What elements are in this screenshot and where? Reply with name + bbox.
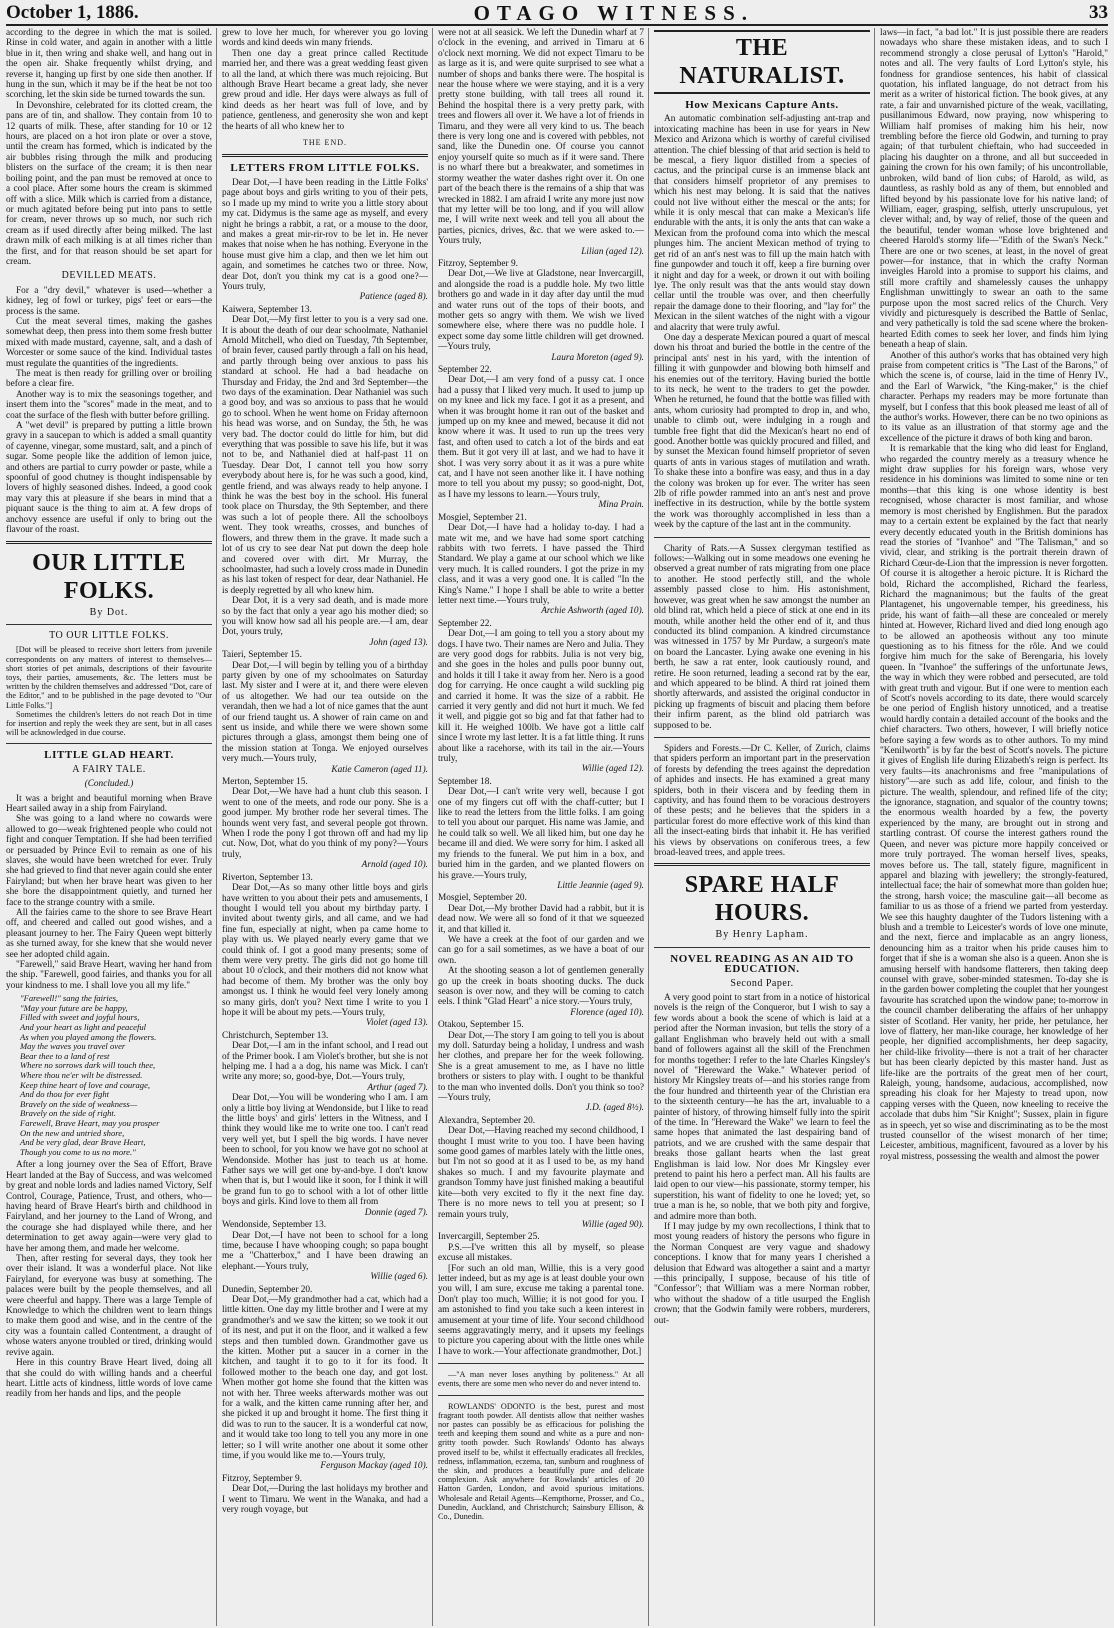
poem-line: "Farewell!" sang the fairies, — [20, 993, 119, 1004]
paragraph: according to the degree in which the mat is soiled. Rinse in cold water, and again in another with a little blue in it, then wring and shake well, and hang out in the open air. Shake frequently whilst drying, and reverse it, hanging up first by one side then another. If hung in the sun, which it may be if the heat be not too scorching, let the skin side be turned towards the sun. — [6, 28, 212, 101]
letter-dateline: September 22. — [438, 365, 492, 375]
story-title: LITTLE GLAD HEART. — [44, 749, 174, 762]
poem-line: On the new and untried shore, — [20, 1127, 125, 1138]
letter: were not at all seasick. We left the Dunedin wharf at 7 o'clock in the evening, and arrived in Timaru at 6 o'clock next morning. We did not expect Timaru to be as large as it is, and were quite surprised to see what a number of shops and banks there were. The hospital is near the house where we were staying, and it is a very pretty stone building, with tall trees all round it. Behind the hospital there is a very pretty park, with trees and flowers all over it. We have a lot of friends in Timaru, and they were all very kind to us. The beach there is very long one and is covered with pebbles, not sand, like the Dunedin one. Of course you cannot enjoy yourself quite so much as if it were sand. There is no wharf there but a breakwater, and sometimes in stormy weather the water dashes right over it. On one part of the beach there is the remains of a ship that was wrecked in 1882. I am afraid I write any more just now that my letter will be too long, and if you will allow me, I will write next week and tell you all about the parties, picnics, drives, &c. that we were asked to.—Yours truly, — [438, 28, 644, 247]
column-rule — [874, 28, 875, 1626]
paragraph: Another of this author's works that has obtained very high praise from competent critics is "The Last of the Barons," of which the scene is, of course, laid in the time of Henry IV., and the Earl of Warwick, "the King-maker," is the chief character. Perhaps my readers may be more fortunate than myself, but I confess that this book pleased me least of all of the author's works. However, there can be no two opinions as to its value as an illustration of that stormy age and the excellence of the picture it draws of both king and baron. — [880, 350, 1108, 444]
letter-signature: Patience (aged 8). — [359, 292, 428, 303]
letter-signature: Florence (aged 10). — [570, 1007, 644, 1018]
letter: We have a creek at the foot of our garden and we can go for a sail sometimes, as we have a boat of our own. — [438, 934, 644, 966]
letter: Dear Dot,—The story I am going to tell you is about my doll. Saturday being a holiday, I undress and wash her clothes, and prepare her for the week following. She is a great amusement to me, as I have no little brothers or sisters to play with. I ought to be thankful to the man who invented dolls. Don't you think so too?—Yours truly, — [438, 1030, 644, 1104]
letter-signature: Mina Prain. — [598, 500, 644, 511]
letters-heading: LETTERS FROM LITTLE FOLKS. — [230, 162, 420, 175]
letter: Dear Dot,—I can't write very well, because I got one of my fingers cut off with the chaff-cutter; but I like to read the letters from the little folks. I am going to tell you about our parquet. His name was Jamie, and he could talk so well. We all liked him, but one day he became ill and died. We were sorry for him. I asked all my friends to the funeral. We put him in a box, and buried him in the garden, and we planted flowers on his grave.—Yours truly, — [438, 787, 644, 881]
poem-line: And do thou for ever fight — [20, 1089, 110, 1100]
issue-date: October 1, 1886. — [6, 2, 139, 23]
letter-dateline: Invercargill, September 25. — [438, 1232, 540, 1243]
poem-line: Bravely on the side of right. — [20, 1108, 116, 1119]
divider — [6, 624, 212, 625]
paragraph: Another way is to mix the seasonings together, and insert them into the "scores" made in the meat, and to coat the surface of the flesh with butter before grilling. — [6, 389, 212, 421]
letter: Dear Dot,—I have been reading in the Little Folks' page about boys and girls writing to you of their pets, so I made up my mind to write you a little story about my cat. Didymus is the same age as myself, and every night he brings a rabbit, a rat, or a mouse to the door, and makes a great mir-rir-rov to be let in. He never makes that noise when he has nothing. Everyone in the house must give him a clap, and then we let him out again, and sometimes he catches two or three. Now, dear Dot, don't you think my cat is a good one?—Yours truly, — [222, 177, 428, 292]
paragraph: Cut the meat several times, making the gashes somewhat deep, then press into them some fresh butter mixed with made mustard, cayenne, salt, and a dash of Worcester or some sauce of the kind. Individual tastes must regulate the quantities of the ingredients. — [6, 316, 212, 369]
letter: Dear Dot,—You will be wondering who I am. I am only a little boy living at Wendonside, but I like to read the little boys' and girls' letters in the Witness, and I think they would like me to write one too. I can't read very well yet, but I spell the big words. I have never been to school, for you know we have got no school at Wendonside. Mother has just to teach us at home. Father says we will get one by-and-bye. I don't know when that is, but I would like it soon, for I think it will be grand fun to go to school with a lot of other little boys and girls. Kind love to them all from — [222, 1093, 428, 1208]
divider — [654, 537, 870, 538]
poem-line: And your heart as light and peaceful — [20, 1022, 147, 1033]
letter-signature: Violet (aged 13). — [365, 1018, 428, 1029]
letter: Dear Dot, it is a very sad death, and is made more so by the fact that only a year ago his mother died; so you will know how sad all his people are.—I am, dear Dot, yours truly, — [222, 596, 428, 638]
poem-line: And be very glad, dear Brave Heart, — [20, 1137, 146, 1148]
column-3 — [438, 28, 644, 1626]
letter-signature: J.D. (aged 8½). — [585, 1103, 644, 1114]
letter: Dear Dot,—During the last holidays my brother and I went to Timaru. We went in the Wanaka, and had a very rough voyage, but — [222, 1484, 428, 1516]
letter: Dear Dot,—As so many other little boys and girls have written to you about their pets and amusements, I thought I would tell you about my birthday party. I invited about twenty girls, and all came, and we had fine fun, especially at night, when pa came home to play with us. We played nearly every game that we could think of. I got a good many presents; some of them were very pretty. The girls did not go home till about 10 o'clock, and their mothers did not know what had become of them. My brother was the only boy amongst us. I think he would feel very lonely among so many girls, don't you? Next time I write to you I hope it will be about my pets.—Yours truly, — [222, 883, 428, 1018]
paragraph: Here in this country Brave Heart lived, doing all that she could do with willing hands and a cheerful heart. Little acts of kindness, little words of love came readily from her hands and lips, and the people — [6, 1358, 212, 1400]
paragraph: Then one day a great prince called Rectitude married her, and there was a great wedding feast given to all the land, at which there was much rejoicing. But although Brave Heart became a great lady, she never grew proud and idle. Her days were always as full of kind deeds as her heart was full of love, and by patience, gentleness, and generosity she won and kept the hearts of all who knew her to — [222, 48, 428, 132]
letter-dateline: Riverton, September 13. — [222, 872, 313, 883]
letter-signature: Ferguson Mackay (aged 10). — [320, 1461, 428, 1472]
poem-line: "May your future are be happy, — [20, 1002, 128, 1013]
letter-dateline: Kaiwera, September 13. — [222, 304, 312, 315]
filler-note: —"A man never loses anything by politeness." At all events, there are some men who never do and never intend to. — [438, 1370, 644, 1389]
page-number: 33 — [1089, 2, 1108, 23]
section-heading: DEVILLED MEATS. — [61, 270, 157, 282]
byline: By Dot. — [89, 606, 129, 618]
poem — [20, 994, 212, 1157]
section-title-naturalist: THE NATURALIST. — [654, 30, 870, 94]
column-4 — [654, 28, 870, 1626]
advertisement: ROWLANDS' ODONTO is the best, purest and most fragrant tooth powder. All dentists allow that neither washes nor pastes can possibly be as efficacious for polishing the teeth and keeping them sound and white as a pure and non-gritty tooth powder. Such Rowlands' Odonto has always proved itself to be, whilst it effectually eradicates all freckles, redness, inflammation, eczema, tan, sunburn and roughness of the skin, and produces a beautifully pure and delicate complexion. Ask anywhere for Rowlands' articles of 20 Hatton Garden, London, and avoid spurious imitations. Wholesale and Retail Agents—Kempthorne, Prosser, and Co., Dunedin, Auckland, and Christchurch; Sainsbury Ellison, & Co., Dunedin. — [438, 1401, 644, 1522]
column-5 — [880, 28, 1108, 1626]
letter: Dear Dot,—We live at Gladstone, near Invercargill, and alongside the road is a puddle hole. My two little brothers go and wade in it day after day until the mud and water runs out of the tops of their boots, and mother gets so angry with them. We wish we lived somewhere else, where there was no puddle hole. I expect some day some little children will get drowned.—Yours truly, — [438, 269, 644, 353]
column-2 — [222, 28, 428, 1626]
poem-line: May the waves you travel over — [20, 1041, 126, 1052]
letter: Dear Dot,—I have had a holiday to-day. I had a mate wit me, and we have had some sport catching rabbits with two ferrets. I have passed the Third Standard. We play a game at our school which we like very much. It is called rounders. I got the prize in my class, and it was a very good one. It is called "In the King's Name." I hope I shall be able to write a better letter next time.—Yours truly, — [438, 523, 644, 606]
article-subtitle: Second Paper. — [730, 977, 794, 989]
letter-dateline: Taieri, September 15. — [222, 650, 302, 661]
letter: Dear Dot,—Having reached my second childhood, I thought I must write to you too. I have been having some good games of marbles lately with the little ones, but I'm not so good at it as I used to be, as my hand shakes so much. I and my favourite playmate and grandson Tommy have just finished making a beautiful kite—both very excited to fly it the next fine day. There is no more news to tell you at present; so I remain yours truly, — [438, 1126, 644, 1220]
paragraph: Charity of Rats.—A Sussex clergyman testified as follows:—Walking out in some meadows one evening he observed a great number of rats migrating from one place to another. He stood perfectly still, and the whole assembly passed close to him. His astonishment, however, was great when he saw amongst the number an old blind rat, which held a piece of stick at one end in its mouth, while another held the other end of it, and thus conducted its blind companion. A kindred circumstance was witnessed in 1757 by Mr Purdaw, a surgeon's mate on board the Lancaster. Lying awake one evening in his berth, he saw a rat enter, look cautiously round, and retire. He soon returned, leading a second rat by the ear, and which appeared to be blind. A third rat joined them shortly afterwards, and assisted the original conductor in picking up fragments of biscuit and placing them before their infirm parent, as the blind old patriarch was supposed to be. — [654, 543, 870, 731]
divider — [438, 1395, 644, 1396]
letter: Dear Dot,—I will begin by telling you of a birthday party given by one of my schoolmates on Saturday last. My sister and I were at it, and there were eleven of us altogether. We had our tea outside on the verandah, then we had a lot of nice games that the aunt of our friend taught us. A shower of rain came on and sent us inside, and while there we were shown some pictures through a glass, amongst them being one of the mission station at Tonga. We enjoyed ourselves very much.—Yours truly, — [222, 660, 428, 765]
paragraph: After a long journey over the Sea of Effort, Brave Heart landed at the Bay of Success, and was welcomed by great and noble lords and ladies named Victory, Self Control, Courage, Patience, Trust, and others, who—having heard of Brave Heart's birth and childhood in Fairyland, and her journey to the Land of Wrong, and the courage she had displayed while there, and her determination to get away again—were very glad to have her among them, and made her welcome. — [6, 1160, 212, 1254]
paragraph: It is remarkable that the king who did least for England, who regarded the country merely as a treasury whence he might draw supplies for his foreign wars, whose very residence in his dominions was limited to some nine or ten months—that this king is one whose identity is best recognised, whose character is most familiar, and whose memory is most cherished by Englishmen. But the paradox may to a certain extent be explained by the fact that nearly every decently educated youth in the British dominions has read the stories of "Ivanhoe" and "The Talisman," and so vivid, clear, and striking is the portrait therein drawn of Richard Cœur-de-Lion that the impression is never forgotten. Of course it is altogether a heroic picture. It is Richard the bold, Richard the accomplished, Richard the fearless, Richard the magnanimous; but the faults of the great Plantagenet, his ungovernable temper, his greediness, his pride, his want of faith—all these are concealed or merely hinted at. However, Richard lived and died long enough ago to be allowed an apotheosis without any too minute questioning as to his fitness for the rôle. And we could forgive him much for the sake of Berengaria, his lovely queen. In "Ivanhoe" the sufferings of the unfortunate Jews, the way in which they were robbed and persecuted, are told with great truth and vigour. But if one were to mention each of Scott's novels according to its date, there would scarcely be one period of English history unnoticed, and a treatise would hardly contain a detailed account of the books and the chief characters. Two others, however, I will briefly notice before saying a few words as to other authors. To my mind "Kenilworth" is by far the best of Scott's novels. The picture it gives of English life during Elizabeth's reign is perfect. Its very faults—its anachronisms and free "manipulations of history"—are such as add life, colour, and finish to the picture. The wealth, splendour, and refined life of the city; the ignorance, stagnation, and squalor of the country towns; the enormous wealth hoarded by a few, the poverty experienced by the many, are brought out in strong and startling contrast. Of course the interest gathers round the Queen, and never was picture more happily conceived or more truly portrayed. The woman herself lives, speaks, moves before us. The tall, stately figure, magnificent in apparel and blazing with jewellery; the strongly-featured, intellectual face; the hair of somewhat more than golden hue; the strong, harsh voice; the masculine gait—all become as familiar to us as those of a friend we parted from yesterday. We see this haughty daughter of the Tudors listening with a blush and a tremble to Leicester's words of love one minute, and the next, fierce and implacable as an angry lioness, denouncing him as a traitor when his pride causes him to forget that if she is a woman she also is a queen. Anon she is amusing herself with handsome flatterers, then taking deep counsel with grave, sober-minded statesmen. To-day she is in the garden bower completing the couplet that her youngest favourite has scratched upon the window pane; to-morrow in the council chamber deliberating the affairs of her unhappy sister of Scotland. Her vanity, her pride, her petulance, her love of flattery, her man-like courage, her knowledge of her people, her dignified accomplishments, her deep sagacity, her child-like frivolity—there is not a trait of her character but has been clearly depicted by this master hand. Just as life-like are the portraits of the great men of her court, Raleigh, young, handsome, audacious, accomplished, now spreading his cloak for her Majesty to tread upon, now capping verses with the Queen, now kneeling to receive the accolade that dubs him "Sir Knight"; Sussex, plain in figure as in speech, yet so wise and discriminating as to be the most trusted counsellor of the wisest monarch of her time; Leicester, ambitious, magnificent, favoured as a lover by his royal mistress, possessing the wealth and almost the power — [880, 444, 1108, 1162]
article-title: NOVEL READING AS AN AID TO EDUCATION. — [670, 952, 854, 976]
letter-dateline: Dunedin, September 20. — [222, 1284, 313, 1295]
section-title-spare-half-hours: SPARE HALF HOURS. — [684, 872, 840, 927]
letter: P.S.—I've written this all by myself, so please excuse all mistakes. — [438, 1242, 644, 1264]
editor-notice: [Dot will be pleased to receive short letters from juvenile correspondents on any matters of interest to themselves—short stories of pet animals, descriptions of their favourite toys, their parties, amusements, &c. The letters must be written by the children themselves and addressed "Dot, care of the Editor," and to be published in the page devoted to "Our Little Folks."] — [6, 645, 212, 710]
letter-dateline: Fitzroy, September 9. — [222, 1473, 302, 1484]
letter: Dear Dot,—I have not been to school for a long time, because I have whooping cough; so papa bought me a "Chatterbox," and I have been drawing an elephant.—Yours truly, — [222, 1230, 428, 1272]
letter: Dear Dot,—My first letter to you is a very sad one. It is about the death of our dear schoolmate, Nathaniel Arnold Mitchell, who died on Tuesday, 7th September, of brain fever, caused partly through a fall on his head, and partly through being over anxious to pass his standard at school. He had a bad headache on Thursday and Friday, the 2nd and 3rd September—the two days of the examination. Dear Nathaniel was such a good boy, and was so anxious to pass that he would go to school. When he went home on Friday afternoon his head was worse, and on Sunday, the 5th, he was very bad. The doctor could do little for him, but did everything that was possible to save his life, but it was not to be, and Nathaniel died at half-past 11 on Tuesday. Dear Dot, I cannot tell you how sorry everybody about here is, for he was such a good, kind, gentle friend, and was always ready to help anyone. I think he was the best boy in the school. His funeral took place on Thursday, the 9th September, and there was such a lot of people there. All the schoolboys went. They took wreaths, crosses, and bunches of flowers, and threw them in the grave. It made such a lot of us cry to see dear Nat put down the deep hole and covered over with dirt. Mr Murray, the schoolmaster, had such a lovely cross made in Dunedin as his last token of respect for dear, dear Nathaniel. He is deeply regretted by all who knew him. — [222, 315, 428, 596]
letter: Dear Dot,—My brother David had a rabbit, but it is dead now. We were all so fond of it that we squeezed it, and that killed it. — [438, 903, 644, 935]
divider — [6, 743, 212, 744]
divider — [654, 947, 870, 948]
paragraph: She was going to a land where no cowards were allowed to go—weak frightened people who could not fight and conquer Temptation. If she had been terrified or persuaded by Prince Evil to remain as one of his slaves, she would have been wretched for ever. Truly she had grieved to find that never again could she enter Fairyland; but when her brave heart was given to her she bore the disappointment quietly, and turned her face to the strange country with a smile. — [6, 814, 212, 908]
paragraph: "Farewell," said Brave Heart, waving her hand from the ship. "Farewell, good fairies, and thanks you for all your kindness to me. I shall love you all my life." — [6, 960, 212, 991]
letter-dateline: Otakou, September 15. — [438, 1020, 524, 1031]
divider — [438, 1363, 644, 1364]
article-title: How Mexicans Capture Ants. — [685, 99, 839, 111]
letter-signature: Arthur (aged 7). — [367, 1082, 428, 1093]
paragraph: laws—in fact, "a bad lot." It is just possible there are readers nowadays who share these mistaken ideas, and to such I recommend strongly a close perusal of Lytton's "Harold," notes and all. The very faults of Lord Lytton's style, his fondness for grandiose sentences, his habit of classical quotation, his inflated language, do not detract from his merit as a writer of historical fiction. The book gives, at any rate, a fair and unvarnished picture of the weak, vacillating, pusillanimous Edward, now praying, now whispering to William half promises of making him his heir, now trembling before the fierce old Godwin, and turning to pray again; of that turbulent chieftain, who had succeeded in placing his daughter on a throne, and all but succeeded in gaining the crown for his own family; of his uncontrollable, unbroken, wild band of lion cubs; of Harold, as wild, as dauntless, as rashly bold as any of them, but ennobled and lifted beyond by his passionate love for his native land; of William, eager, grasping, selfish, utterly unscrupulous, yet clever withal; and, by way of relief, those of the queen and the beautiful, tender woman whose love brightened and cheered Harold's stormy life—"Edith of the Swan's Neck." There are one or two scenes, at least, in the novel of great power—for instance, that in which the crafty Norman inveigles Harold into a promise to support his claims, and still more craftily and shamelessly causes the unhappy Englishman unwittingly to swear an oath to the same purpose upon the most sacred relics of the Church. Very vividly and picturesquely is described the Battle of Senlac, and very pathetically is told the sad scene where the broken-hearted Edith comes to seek her lover, and finds him lying beneath a heap of slain. — [880, 28, 1108, 351]
letter-signature: Willie (aged 12). — [581, 764, 644, 775]
masthead — [6, 2, 1108, 26]
section-title-our-little-folks: OUR LITTLE FOLKS. — [32, 549, 186, 604]
letter: Dear Dot,—I am in the infant school, and I read out of the Primer book. I am Violet's brother, but she is not helping me. I had a a dog, his name was Mick. I can't write any more; so, good-bye, Dot.—Yours truly, — [222, 1041, 428, 1083]
paragraph: grew to love her much, for wherever you go loving words and kind deeds win many friends. — [222, 28, 428, 49]
newspaper-title: OTAGO WITNESS. — [473, 0, 755, 25]
poem-line: Bear thee to a land of rest — [20, 1050, 110, 1061]
letter-dateline: Christchurch, September 13. — [222, 1030, 329, 1041]
column-1 — [6, 28, 212, 1626]
letter-signature: John (aged 13). — [369, 637, 428, 648]
divider — [654, 863, 870, 866]
letter-signature: Willie (aged 90). — [581, 1219, 644, 1230]
byline: By Henry Lapham. — [715, 929, 809, 941]
editor-reply: [For such an old man, Willie, this is a very good letter indeed, but as my age is at least double your own you will, I am sure, excuse me taking a parental tone. Don't play too much, Willie; it is not good for you. I am astonished to find you take such a keen interest in amusement at your time of life. Your second childhood seems aggravatingly merry, and it upsets my feelings to picture you capering about with the little ones while I have to work.—Your affectionate grandmother, Dot.] — [438, 1263, 644, 1357]
letter-signature: Little Jeannie (aged 9). — [557, 880, 644, 891]
letter-signature: Lilian (aged 12). — [581, 246, 644, 257]
paragraph: For a "dry devil," whatever is used—whether a kidney, leg of fowl or turkey, pigs' feet or ears—the process is the same. — [6, 285, 212, 317]
poem-line: As when you played among the flowers. — [20, 1031, 157, 1042]
paragraph: Spiders and Forests.—Dr C. Keller, of Zurich, claims that spiders perform an important part in the preservation of forests by defending the trees against the depredation of aphides and insects. He has examined a great many spiders, both in their viscera and by feeding them in captivity, and has found them to be voracious destroyers of these pests; and he believes that the spiders in a particular forest do more effective work of this kind than all the insect-eating birds that inhabit it. He has verified his views by observations on coniferous trees, a few broad-leaved trees, and apple trees. — [654, 743, 870, 859]
poem-line: Though you come to us no more." — [20, 1146, 136, 1157]
poem-line: Bravely on the side of weakness— — [20, 1098, 138, 1109]
letter-dateline: Wendonside, September 13. — [222, 1220, 327, 1231]
story-subtitle: A FAIRY TALE. — [72, 763, 146, 775]
letter-signature: Donnie (aged 7). — [364, 1207, 428, 1218]
paragraph: An automatic combination self-adjusting ant-trap and intoxicating machine has been in use for years in New Mexico and Arizona which is worthy of careful civilised attention. The chief blessing of that arid section is held to be mescal, a fiery liquor distilled from a species of cactus, and the principal curse is an immense black ant that considers himself proprietor of any premises to which his nest may belong. It is said that the natives could not live without either the mescal or the ants; for while it is only mescal that can make a Mexican's life endurable with the ants, it is only the ants that can wake a Mexican from the profound coma into which the mescal plunges him. The ancient Mexican method of trying to get rid of an ant's nest was to fill up the main hatch with fine gunpowder and touch it off, keep a fire burning over it night and day for a week, or drown it out with boiling lye. The only result was that the ants would stay down cellar until the trouble was over, and then cheerfully repair the damage done to their flooring, and "lay for" the Mexican in the silent watches of the night with a vigour and alacrity that were truly awful. — [654, 114, 870, 333]
letter-dateline: Mosgiel, September 21. — [438, 512, 527, 523]
paragraph: All the fairies came to the shore to see Brave Heart off, and cheered and called out good wishes, and a pleasant journey to her. The Fairy Queen wept bitterly as she turned away, for she knew that she would never see her adopted child again. — [6, 908, 212, 960]
letter-signature: Laura Moreton (aged 9). — [551, 352, 644, 363]
letter-signature: Arnold (aged 10). — [361, 860, 428, 871]
divider — [222, 154, 428, 157]
letter-dateline: September 22. — [438, 618, 492, 629]
editor-notice: Sometimes the children's letters do not reach Dot in time for insertion and reply the week they are sent, but in all cases will be acknowledged in due course. — [6, 709, 212, 738]
poem-line: Filled with sweet and joyful hours, — [20, 1012, 140, 1023]
paragraph: A very good point to start from in a notice of historical novels is the reign of the Conqueror, but I wish to say a few words about a book the scene of which is laid at a period after the Norman invasion, but tells the story of a gallant Englishman who bravely held out with a small band of followers against all the skill of the Frenchmen for months together: I refer to the late Charles Kingsley's novel of "Hereward the Wake." Whatever period of history Mr Kingsley treats of—and his stories range from the four hundred and thirteenth year of the Christian era to the sixteenth century—he has the art, invaluable to a painter of history, of throwing himself fully into the spirit of the time. In "Hereward the Wake" we learn to feel the same hopes that animated the last despairing band of patriots, and we are crushed with the same despair that breaks those gallant hearts when the last great Englishman is laid low. Nor does Mr Kingsley ever pretend to paint his hero a perfect man. All his faults are laid open to our view—his passionate, stormy temper, his superstition, his want of fidelity to one he loved; yet, so true a man is he, so noble, that we both pity and forgive, and admire more than both. — [654, 993, 870, 1222]
column-rule — [648, 28, 649, 1626]
paragraph: Then, after resting for several days, they took her over their island. It was a wonderful place. Not like Fairyland, for everyone was busy at something. The palaces were built by the people themselves, and all were cheerful and happy. There was a large Temple of Knowledge to which the children went to learn things to make them good and wise, and in the centre of the city was a fountain called Contentment, a draught of whose waters anyone troubled or tired, drinking would revive again. — [6, 1254, 212, 1358]
letter-signature: Katie Cameron (aged 11). — [331, 764, 428, 775]
paragraph: It was a bright and beautiful morning when Brave Heart sailed away in a ship from Fairyland. — [6, 793, 212, 814]
paragraph: The meat is then ready for grilling over or broiling before a clear fire. — [6, 369, 212, 390]
letter: Dear Dot,—I am very fond of a pussy cat. I once had a pussy that I liked very much. It used to jump up on my knee and lick my face. I got it as a present, and when it was brought home it ran out of the basket and jumped up on my knee and mewed, because it did not know where it was. It used to run up the trees very fast, and often used to catch a lot of the birds and eat them. But it got very ill at last, and we had to have it shot. I was very sorry about it as it was a pure white cat, and I have not seen another like it. I have nothing more to tell you about my pussy; so good-night, Dot, as I have my lessons to learn.—Yours truly, — [438, 375, 644, 500]
section-heading: TO OUR LITTLE FOLKS. — [49, 629, 169, 641]
letter-signature: Archie Ashworth (aged 10). — [541, 606, 644, 617]
column-rule — [216, 28, 217, 1626]
paragraph: If I may judge by my own recollections, I think that to most young readers of history the persons who figure in the Norman Conquest are very vague and shadowy conceptions. I know that for many years I cherished a delusion that Edward was altogether a saint and a martyr—this principally, I suppose, because of his title of "Confessor"; that William was a mere Norman robber, who without the shadow of a title usurped the English crown; that the Godwin family were robbers, murderers, out- — [654, 1222, 870, 1326]
poem-line: Where no sorrows dark will touch thee, — [20, 1060, 156, 1071]
poem-line: Farewell, Brave Heart, may you prosper — [20, 1118, 160, 1128]
letter-dateline: Merton, September 15. — [222, 777, 308, 788]
letter: Dear Dot,—We have had a hunt club this season. I went to one of the meets, and rode our pony. She is a good jumper. My brother rode her several times. The hounds went very fast, and several people got thrown. When I rode the pony I got thrown off and had my lip cut. Now, Dot, what do you think of my pony?—Yours truly, — [222, 787, 428, 860]
paragraph: In Devonshire, celebrated for its clotted cream, the pans are of tin, and shallow. They contain from 10 to 12 quarts of milk. These, after standing for 10 or 12 hours, are placed on a hot iron plate or over a stove, until the cream has formed, which is indicated by the air bubbles rising through the milk and producing blisters on the surface of the cream; it is then near boiling point, and the pan must be removed at once to a cool place. After some hours the cream is skimmed off with a slice. Milk which is carried from a distance, or much agitated before being put into pans to settle for cream, never throws up so much, nor such rich cream as if used directly after being milked. The last drawn milk of each milking is at all times richer than the first, and for that reason should be set apart for cream. — [6, 100, 212, 267]
paragraph: One day a desperate Mexican poured a quart of mescal down his throat and buried the bottle in the centre of the principal ants' nest in his yard, with the intention of filling it with gunpowder and blowing both himself and his enemies out of the territory. Having buried the bottle to its neck, he went to the traders to get the powder. When he returned, he found that the bottle was filled with ants, whom curiosity had prompted to drop in, and who, unable to climb out, were indulging in a rough and tumble free fight that did the Mexican's heart no end of good. Another bottle was quickly procured and filled, and by sunset the Mexican found himself proprietor of seven quarts of ants in various stages of mutilation and wrath. To shake these into a bonfire was easy, and thus in a day the colony was broken up for ever. The writer has seen 2lb of rifle powder rammed into an ant's nest and prove ineffective in its destruction, while by the bottle system the work was thoroughly accomplished in less than a week by the capture of the last ant in the community. — [654, 332, 870, 531]
divider — [654, 737, 870, 738]
story-note: (Concluded.) — [84, 779, 134, 790]
letter: Dear Dot,—I am going to tell you a story about my dogs. I have two. Their names are Nero and Julia. They are very good dogs for rabbits. Julia is not very big, and she goes in the holes and pulls poor bunny out, and holds it till I take it away from her. Nero is a good dog for carrying. He once caught a wild suckling pig and carried it home. It was the size of a rabbit. He carried it very gently and did not hurt it much. We fed it well, and piggie got so big and fat that father had to kill it. He weighed 100lb. We have got a little calf since I wrote my last letter. It is a fat little thing. It runs about like a racehorse, with its tail in the air.—Yours truly, — [438, 629, 644, 765]
paragraph: A "wet devil" is prepared by putting a little brown gravy in a saucepan to which is added a small quantity of cayenne, vinegar, some mustard, salt, and a pinch of sugar. Some people like the addition of lemon juice, and others are partial to curry powder or paste, while a spoonful of good chutney is thought indispensable by lovers of highly seasoned dishes. Indeed, a good cook may vary this at pleasure if she bears in mind that a piquant sauce is the thing to aim at. A few drops of anchovy essence are useful if only to bring out the flavour of the roast. — [6, 421, 212, 536]
letter-dateline: Fitzroy, September 9. — [438, 258, 518, 269]
poem-line: Where thou ne'er wilt be distressed. — [20, 1070, 143, 1081]
column-rule — [432, 28, 433, 1626]
poem-line: Keep thine heart of love and courage, — [20, 1079, 151, 1090]
letter: Dear Dot,—My grandmother had a cat, which had a little kitten. One day my little brother and I were at my grandmother's and we saw the kitten; so we took it out of its nest, and put it on the floor, and it walked a few steps and then tumbled down. Grandmother gave us the kitten. Mother put a saucer in a corner in the kitchen, and taught it to go to it for its food. It followed mother to the beach one day, and got lost. When mother got home she found that the kitten was not with her. Three weeks afterwards mother was out for a walk, and the kitten came running after her, and she picked it up and brought it home. The first thing it did was to run to the saucer. It is a wonderful cat now, and it would take too long to tell you any more in one letter; so I will write another one about it some other time, if you would like me to.—Yours truly, — [222, 1294, 428, 1462]
letter-dateline: September 18. — [438, 776, 492, 787]
letter: At the shooting season a lot of gentlemen generally go up the creek in boats shooting ducks. The duck season is over now, and they will be coming to catch eels. I think "Glad Heart" a nice story.—Yours truly, — [438, 966, 644, 1008]
divider — [6, 541, 212, 544]
letter-dateline: Alexandra, September 20. — [438, 1115, 536, 1126]
story-end-marker: THE END. — [303, 138, 347, 148]
letter-dateline: Mosgiel, September 20. — [438, 893, 527, 904]
letter-signature: Willie (aged 6). — [370, 1272, 428, 1283]
